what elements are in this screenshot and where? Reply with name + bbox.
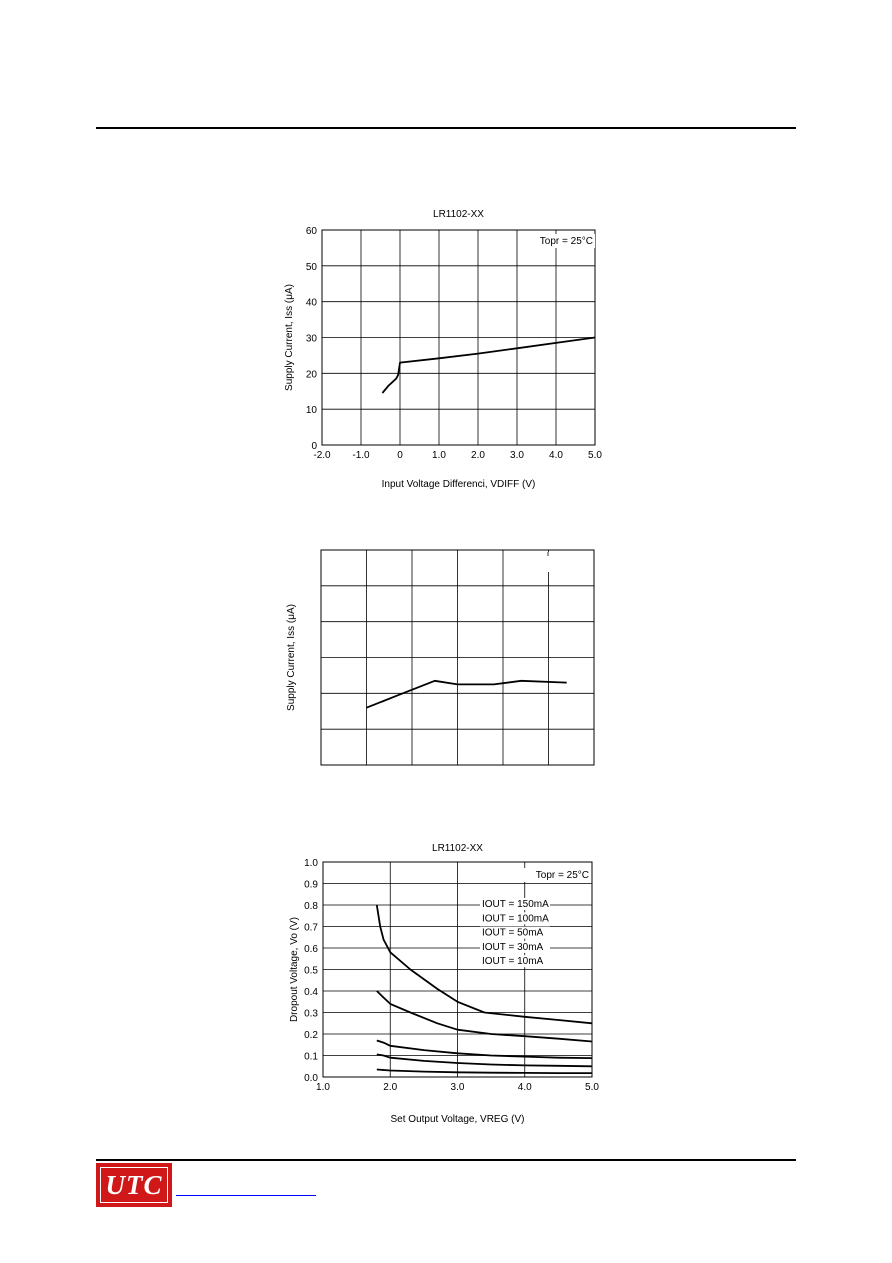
legend-entry: IOUT = 150mA xyxy=(482,899,549,910)
x-tick-label: 2.0 xyxy=(471,450,485,461)
y-tick-label: 50 xyxy=(305,261,317,273)
x-axis-label: Set Output Voltage, VREG (V) xyxy=(390,1114,525,1125)
y-tick-label: 1.0 xyxy=(304,858,318,869)
x-tick-label: 1.0 xyxy=(316,1082,330,1093)
y-tick-label: 0.5 xyxy=(304,965,318,977)
x-tick-label: 4.0 xyxy=(549,450,563,461)
utc-logo-text: UTC xyxy=(100,1167,168,1203)
x-tick-label: 4.0 xyxy=(517,1082,532,1093)
x-tick-label: 3.0 xyxy=(450,1082,465,1093)
y-tick-label: 0.8 xyxy=(304,901,318,912)
legend-entry: IOUT = 100mA xyxy=(482,913,549,925)
y-tick-label: 0.7 xyxy=(304,922,318,934)
x-tick-label: 1.0 xyxy=(432,450,446,461)
utc-logo xyxy=(96,1163,172,1207)
y-tick-label: 0.1 xyxy=(304,1051,318,1063)
y-tick-label: 60 xyxy=(305,226,317,237)
y-tick-label: 0 xyxy=(311,441,317,452)
y-tick-label: 0.4 xyxy=(304,987,318,998)
y-tick-label: 0.2 xyxy=(304,1030,318,1041)
x-tick-label: 5.0 xyxy=(588,450,602,461)
x-tick-label: -2.0 xyxy=(313,450,331,461)
chart-title: LR1102-XX xyxy=(433,209,484,220)
y-tick-label: 40 xyxy=(305,297,317,309)
chart-title: LR1102-XX xyxy=(432,843,483,854)
legend-entry: IOUT = 50mA xyxy=(482,927,544,939)
legend-entry: IOUT = 10mA xyxy=(482,956,544,968)
y-tick-label: 0.0 xyxy=(304,1073,318,1084)
x-tick-label: 2.0 xyxy=(383,1082,398,1093)
x-axis-label: Input Voltage Differenci, VDIFF (V) xyxy=(381,479,536,490)
legend-entry: IOUT = 30mA xyxy=(482,941,544,953)
condition-label: Topr = 25°C xyxy=(535,870,589,881)
x-tick-label: 3.0 xyxy=(510,450,524,461)
y-axis-label: Supply Current, Iss (μA) xyxy=(286,604,297,711)
y-axis-label: Dropout Voltage, Vo (V) xyxy=(289,916,300,1023)
x-tick-label: 0 xyxy=(397,450,403,461)
y-tick-label: 30 xyxy=(305,333,317,345)
website-link-underline[interactable] xyxy=(176,1195,316,1196)
x-tick-label: -1.0 xyxy=(352,450,370,461)
y-tick-label: 20 xyxy=(305,369,317,381)
series-line-4 xyxy=(377,1054,592,1066)
series-line-5 xyxy=(377,1070,592,1074)
x-tick-label: 5.0 xyxy=(585,1082,599,1093)
y-tick-label: 10 xyxy=(305,405,317,417)
y-tick-label: 0.6 xyxy=(304,944,318,955)
y-tick-label: 0.9 xyxy=(304,879,318,891)
footer-rule xyxy=(96,1159,796,1161)
condition-label: Topr = 25°C xyxy=(539,236,593,247)
y-tick-label: 0.3 xyxy=(304,1008,318,1020)
y-axis-label: Supply Current, Iss (μA) xyxy=(284,284,295,391)
